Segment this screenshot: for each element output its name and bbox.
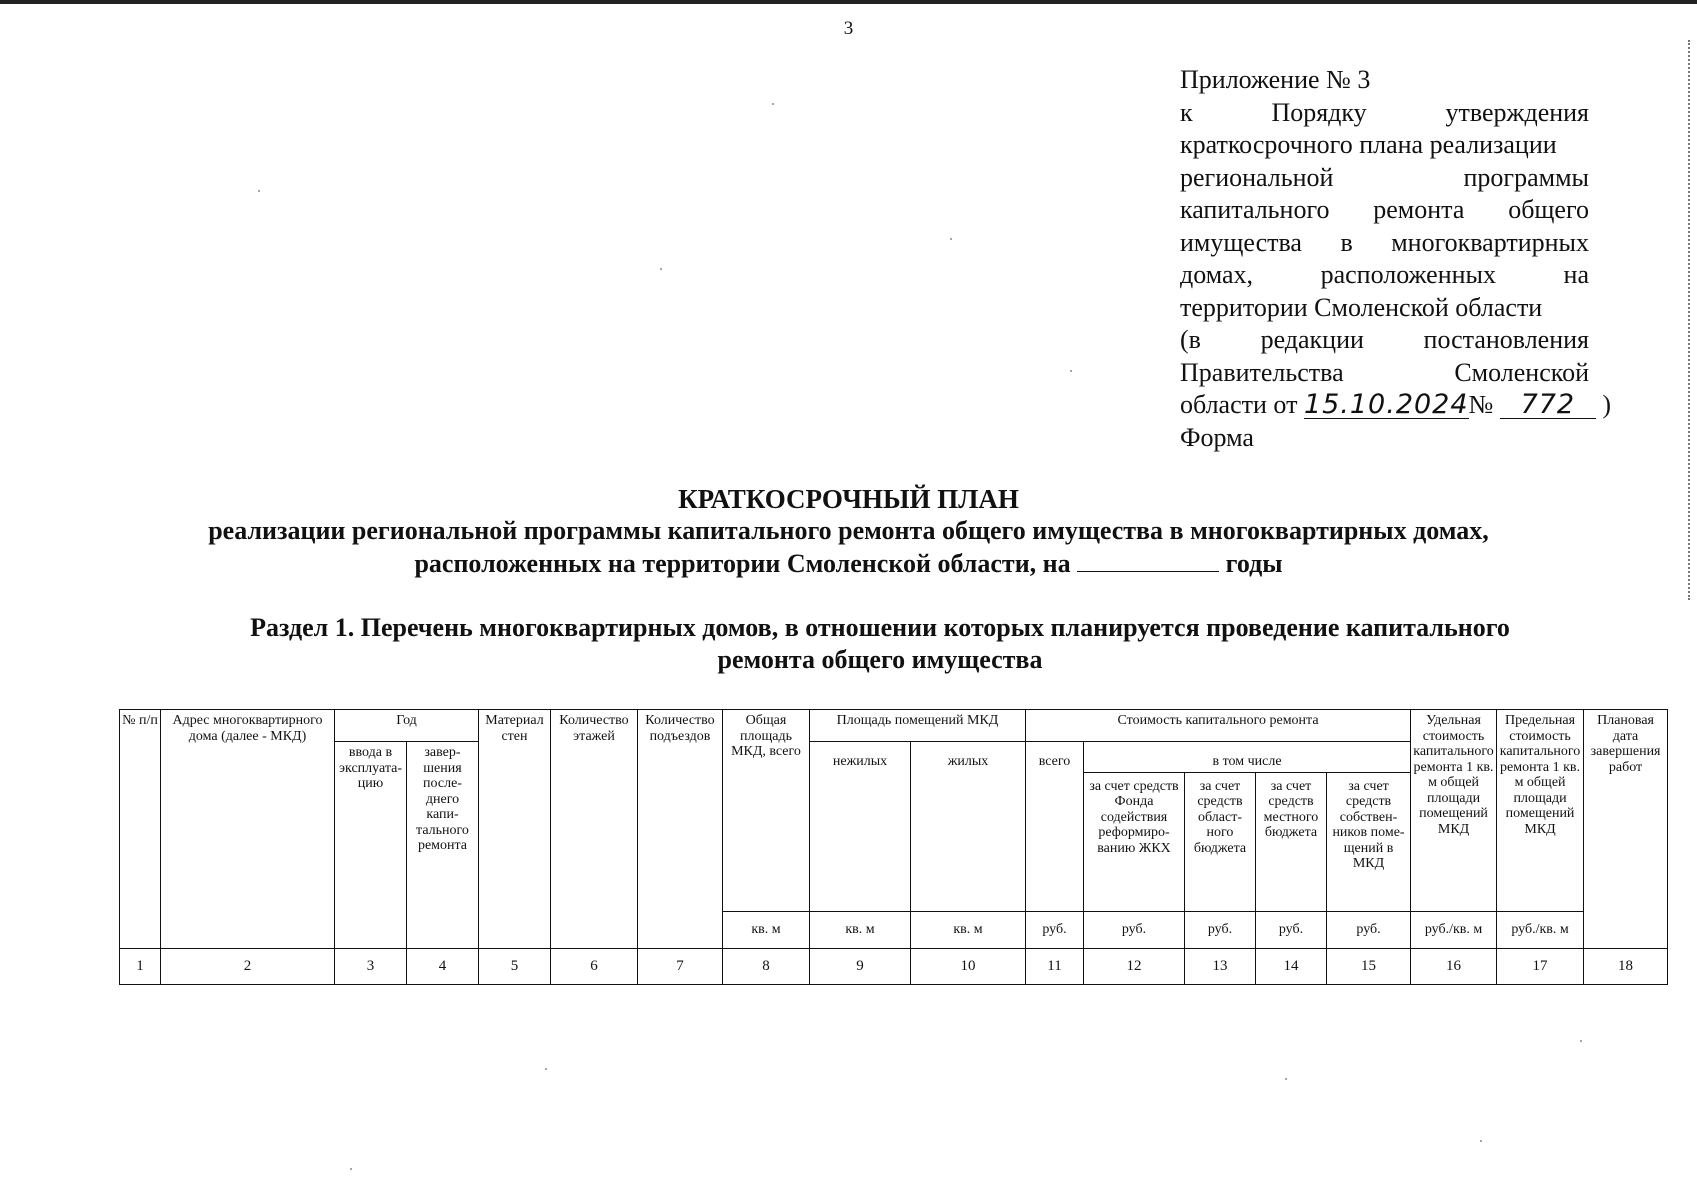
column-number: 17: [1497, 948, 1584, 984]
header-wall-material: Материал стен: [479, 710, 551, 949]
column-number: 4: [407, 948, 479, 984]
header-floors: Количество этажей: [551, 710, 638, 949]
form-label: Форма: [1180, 422, 1254, 452]
handwritten-date: 15.10.2024: [1303, 389, 1469, 420]
appendix-line-4: капитального ремонта общего: [1180, 195, 1589, 224]
column-number: 1: [120, 948, 161, 984]
appendix-line-6: домах, расположенных на: [1180, 260, 1589, 289]
column-number: 3: [335, 948, 407, 984]
column-number: 15: [1327, 948, 1411, 984]
column-number: 6: [551, 948, 638, 984]
column-number: 10: [911, 948, 1026, 984]
top-border-line: [0, 0, 1697, 4]
scan-speck: [350, 1168, 352, 1170]
scan-speck: [772, 103, 774, 105]
header-row-1: [120, 710, 1668, 742]
appendix-line-9: Правительства Смоленской: [1180, 357, 1589, 387]
column-number: 2: [161, 948, 335, 984]
scan-speck: [1285, 1078, 1287, 1080]
appendix-line-8: (в редакции постановления: [1180, 325, 1590, 354]
page-number: 3: [843, 18, 854, 39]
scan-speck: [258, 190, 260, 192]
column-number: 9: [810, 948, 911, 984]
header-including: в том числе: [1084, 742, 1411, 773]
section-heading-line-2: ремонта общего имущества: [717, 645, 1043, 674]
appendix-line-10: области от 15.10.2024№ 772 ): [1180, 389, 1612, 420]
header-address: Адрес многоквартирного дома (далее - МКД): [161, 710, 335, 949]
section-heading: [150, 612, 1610, 676]
column-number: 13: [1185, 948, 1256, 984]
header-owners: за счет средств собственников помещений в МКД: [1327, 772, 1411, 911]
column-number: 8: [723, 948, 810, 984]
document-subtitle-line-2: расположенных на территории Смоленской области, на годы: [414, 549, 1283, 578]
scan-speck: [1480, 1140, 1482, 1142]
unit-area-residential: кв. м: [911, 911, 1026, 948]
column-number: 12: [1084, 948, 1185, 984]
scan-speck: [660, 268, 662, 270]
column-number: 7: [638, 948, 723, 984]
header-nonresidential: нежилых: [810, 742, 911, 912]
scan-speck: [950, 238, 952, 240]
unit-rub-regional: руб.: [1185, 911, 1256, 948]
unit-area-total: кв. м: [723, 911, 810, 948]
appendix-line-5: имущества в многоквартирных: [1180, 227, 1590, 257]
header-num: № п/п: [120, 710, 161, 949]
header-year-last-repair: завершения последнего капитального ремонта: [407, 742, 479, 949]
document-subtitle-line-1: реализации региональной программы капитального ремонта общего имущества в многоквартирных домах,: [208, 516, 1489, 545]
column-number: 16: [1411, 948, 1497, 984]
section-heading-line-1: Раздел 1. Перечень многоквартирных домов, в отношении которых планируется проведение капитального: [250, 613, 1510, 642]
header-regional: за счет средств областного бюджета: [1185, 772, 1256, 911]
header-local: за счет средств местного бюджета: [1256, 772, 1327, 911]
appendix-line-3: региональной программы: [1180, 162, 1589, 192]
scan-speck: [545, 1068, 547, 1070]
header-premises-area: Площадь помещений МКД: [810, 710, 1026, 742]
appendix-block: [1180, 64, 1612, 454]
appendix-line-7: территории Смоленской области: [1180, 292, 1543, 322]
appendix-line-1: к Порядку утверждения: [1180, 97, 1590, 127]
unit-rub-per-m-max: руб./кв. м: [1497, 911, 1584, 948]
column-number: 14: [1256, 948, 1327, 984]
column-number: 18: [1584, 948, 1668, 984]
column-numbers-row: [120, 948, 1668, 984]
header-cost-total: всего: [1026, 742, 1084, 912]
column-number: 5: [479, 948, 551, 984]
header-cost: Стоимость капитального ремонта: [1026, 710, 1411, 742]
scan-speck: [1580, 1040, 1582, 1042]
header-year-commission: ввода в эксплуатацию: [335, 742, 407, 949]
header-year: Год: [335, 710, 479, 742]
scan-speck: [1070, 370, 1072, 372]
column-number: 11: [1026, 948, 1084, 984]
header-residential: жилых: [911, 742, 1026, 912]
appendix-line-2: краткосрочного плана реализации: [1180, 130, 1557, 159]
header-max-cost: Предельная стоимость капитального ремонта 1 кв. м общей площади помещений МКД: [1497, 710, 1584, 912]
unit-rub-total: руб.: [1026, 911, 1084, 948]
appendix-title: Приложение № 3: [1180, 65, 1371, 94]
document-title: КРАТКОСРОЧНЫЙ ПЛАН: [678, 484, 1019, 514]
unit-rub-owners: руб.: [1327, 911, 1411, 948]
header-entrances: Количество подъездов: [638, 710, 723, 949]
unit-rub-fund: руб.: [1084, 911, 1185, 948]
plan-table: [119, 709, 1668, 985]
header-planned-date: Плановая дата завершения работ: [1584, 710, 1668, 949]
handwritten-number: 772: [1500, 392, 1596, 419]
header-fund: за счет средств Фонда содействия реформированию ЖКХ: [1084, 772, 1185, 911]
unit-rub-per-m-specific: руб./кв. м: [1411, 911, 1497, 948]
header-total-area: Общая площадь МКД, всего: [723, 710, 810, 912]
header-specific-cost: Удельная стоимость капитального ремонта 1 кв. м общей площади помещений МКД: [1411, 710, 1497, 912]
unit-rub-local: руб.: [1256, 911, 1327, 948]
years-blank-field: [1077, 549, 1219, 572]
unit-area-nonresidential: кв. м: [810, 911, 911, 948]
